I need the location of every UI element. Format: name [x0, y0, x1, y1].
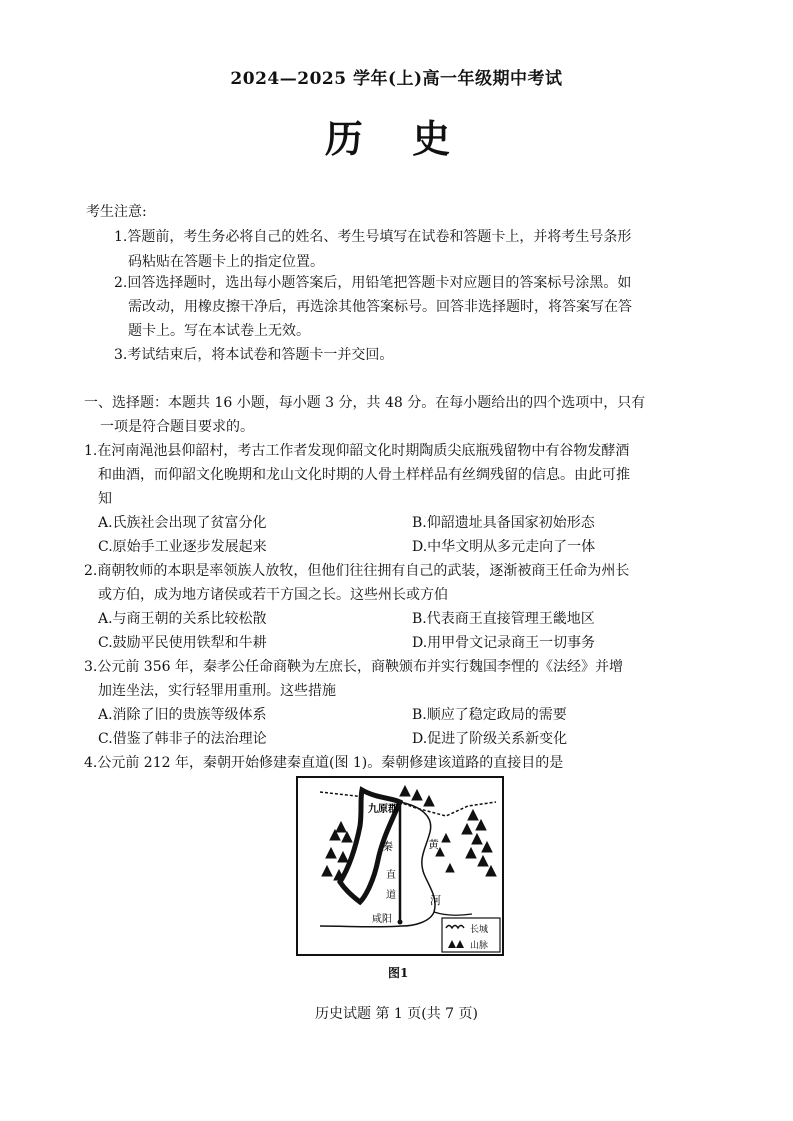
legend-mountain-label: 山脉: [470, 941, 489, 951]
qin-zhidao-map: [296, 776, 504, 956]
notice-line: 题卡上。写在本试卷上无效。: [128, 323, 310, 339]
question-stem-line: 加连坐法，实行轻罪用重刑。这些措施: [98, 683, 336, 699]
notice-line: 码粘贴在答题卡上的指定位置。: [128, 254, 324, 270]
exam-title: 2024—2025 学年(上)高一年级期中考试: [230, 69, 563, 89]
question-stem-line: 和曲酒，而仰韶文化晚期和龙山文化时期的人骨土样样品有丝绸残留的信息。由此可推: [98, 467, 630, 483]
option-d: D.促进了阶级关系新变化: [412, 731, 568, 747]
question-stem-line: 2.商朝牧师的本职是率领族人放牧，但他们往往拥有自己的武装，逐渐被商王任命为州长: [84, 563, 630, 579]
question-stem-line: 3.公元前 356 年，秦孝公任命商鞅为左庶长，商鞅颁布并实行魏国李悝的《法经》并增: [84, 659, 623, 675]
map-label-xianyang: 咸阳: [372, 914, 392, 925]
notice-line: 需改动，用橡皮擦干净后，再选涂其他答案标号。回答非选择题时，将答案写在答: [128, 299, 632, 315]
page-footer: 历史试题 第 1 页(共 7 页): [315, 1006, 478, 1022]
figure-caption: 图1: [388, 966, 409, 980]
notice-title: 考生注意:: [86, 204, 147, 220]
option-c: C.鼓励平民使用铁犁和牛耕: [98, 635, 267, 651]
option-a: A.消除了旧的贵族等级体系: [98, 707, 267, 723]
question-stem-line: 或方伯，成为地方诸侯或若干方国之长。这些州长或方伯: [98, 587, 448, 603]
option-b: B.顺应了稳定政局的需要: [412, 707, 567, 723]
question-stem-line: 知: [98, 491, 112, 507]
option-d: D.用甲骨文记录商王一切事务: [412, 635, 596, 651]
section-line: 一、选择题：本题共 16 小题，每小题 3 分，共 48 分。在每小题给出的四个选项中，只有: [84, 395, 646, 411]
option-c: C.原始手工业逐步发展起来: [98, 539, 267, 555]
option-c: C.借鉴了韩非子的法治理论: [98, 731, 267, 747]
question-stem-line: 4.公元前 212 年，秦朝开始修建秦直道(图 1)。秦朝修建该道路的直接目的是: [84, 755, 564, 771]
option-d: D.中华文明从多元走向了一体: [412, 539, 596, 555]
notice-line: 2.回答选择题时，选出每小题答案后，用铅笔把答题卡对应题目的答案标号涂黑。如: [114, 275, 632, 291]
map-legend: [442, 918, 500, 952]
map-label-dao: 道: [386, 890, 396, 901]
question-stem-line: 1.在河南渑池县仰韶村，考古工作者发现仰韶文化时期陶质尖底瓶残留物中有谷物发酵酒: [84, 443, 630, 459]
map-label-zhi: 直: [386, 870, 396, 881]
notice-line: 3.考试结束后，将本试卷和答题卡一并交回。: [114, 347, 394, 363]
xianyang-marker: [398, 920, 403, 925]
map-label-he: 河: [430, 894, 441, 907]
option-a: A.与商王朝的关系比较松散: [98, 611, 267, 627]
map-label-huang: 黄: [428, 838, 439, 851]
option-b: B.代表商王直接管理王畿地区: [412, 611, 595, 627]
subject-title: 历 史: [324, 116, 469, 161]
map-label-jiuyuan: 九原郡: [368, 804, 398, 815]
map-label-qin: 秦: [382, 840, 393, 853]
legend-great-wall-label: 长城: [470, 925, 489, 935]
option-a: A.氏族社会出现了贫富分化: [98, 515, 267, 531]
notice-line: 1.答题前，考生务必将自己的姓名、考生号填写在试卷和答题卡上，并将考生号条形: [114, 229, 632, 245]
section-line: 一项是符合题目要求的。: [100, 419, 254, 435]
option-b: B.仰韶遗址具备国家初始形态: [412, 515, 595, 531]
